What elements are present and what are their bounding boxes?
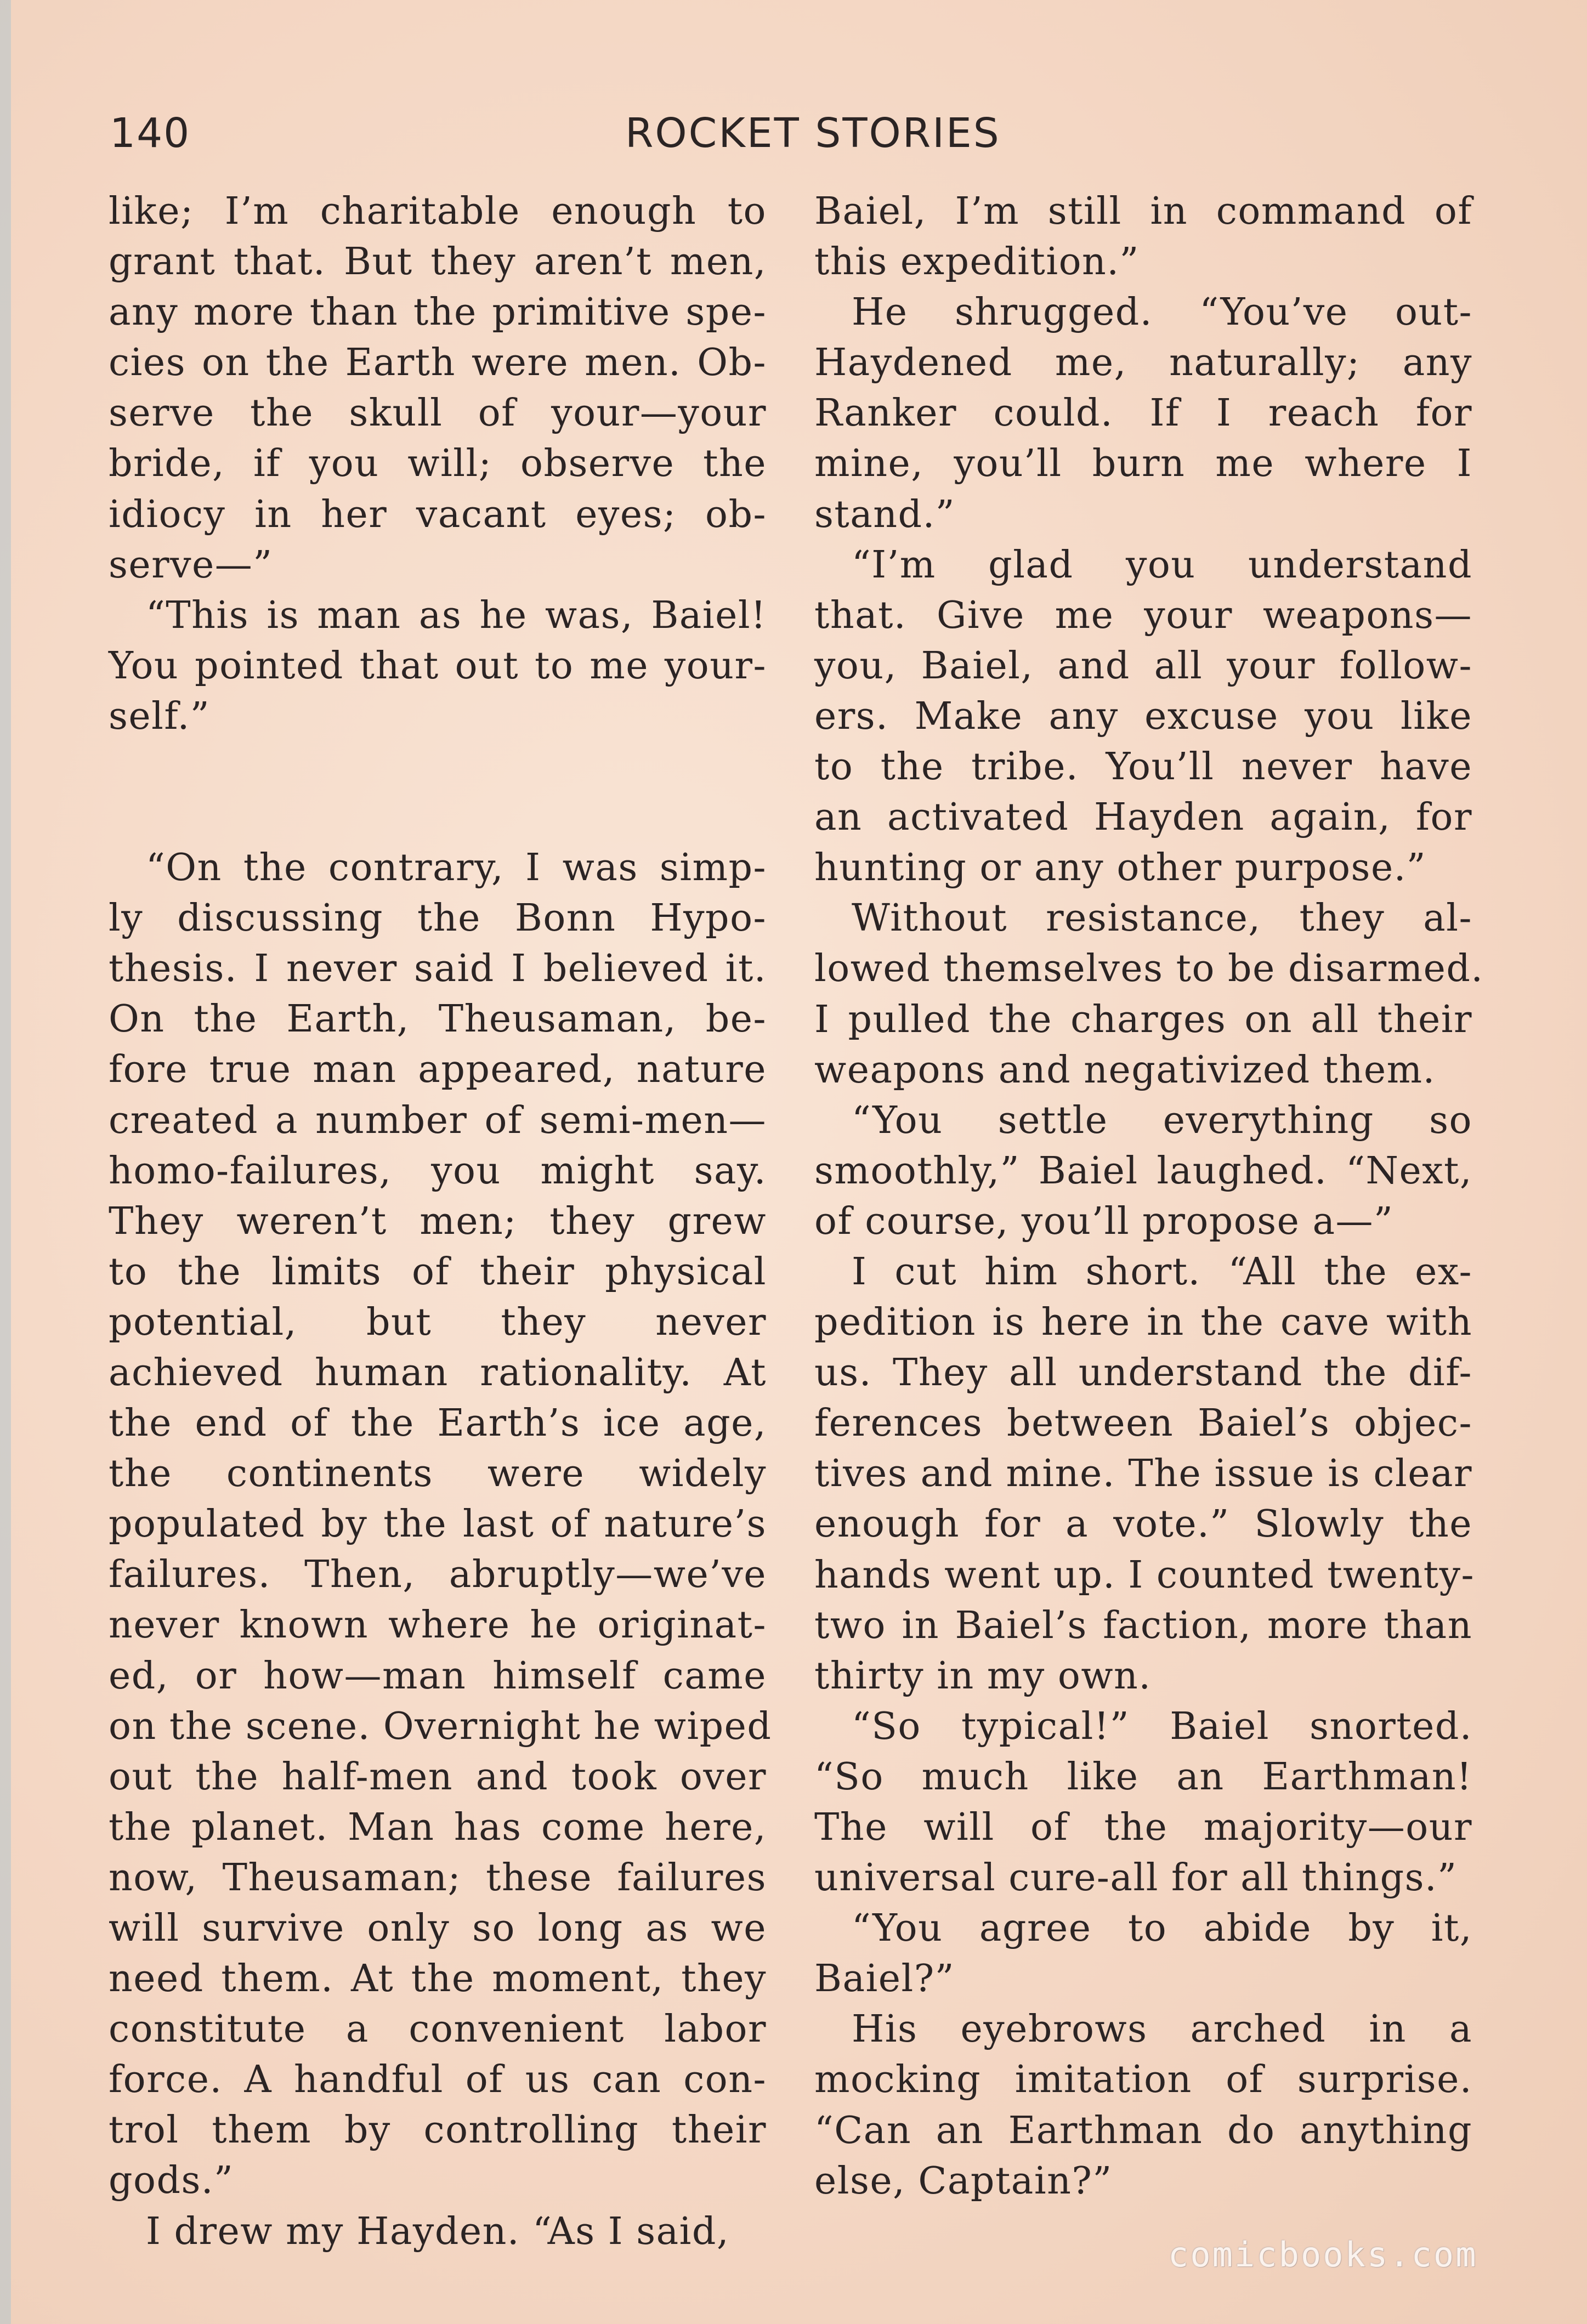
text-line: thesis. I never said I believed it. xyxy=(109,947,767,991)
text-line: Baiel, I’m still in command of xyxy=(814,190,1472,233)
text-line: mine, you’ll burn me where I xyxy=(814,442,1472,486)
text-line: out the half-men and took over xyxy=(109,1755,767,1799)
text-line: serve—” xyxy=(109,543,273,587)
text-line: “So much like an Earthman! xyxy=(814,1755,1472,1799)
text-line: They weren’t men; they grew xyxy=(109,1199,767,1243)
left-column xyxy=(109,186,772,2257)
text-line: bride, if you will; observe the xyxy=(109,442,767,486)
text-line: pedition is here in the cave with xyxy=(814,1301,1472,1345)
text-line: that. Give me your weapons— xyxy=(814,593,1472,637)
paragraph xyxy=(814,287,1472,540)
text-line: thirty in my own. xyxy=(814,1654,1152,1698)
text-line: an activated Hayden again, for xyxy=(814,796,1472,840)
running-head: ROCKET STORIES xyxy=(625,110,1001,157)
paragraph xyxy=(814,1702,1472,1903)
scan-edge xyxy=(0,0,11,2324)
text-line: mocking imitation of surprise. xyxy=(814,2058,1472,2102)
text-line: universal cure-all for all things.” xyxy=(814,1856,1458,1900)
paragraph xyxy=(814,2004,1472,2206)
text-line: tives and mine. The issue is clear xyxy=(814,1452,1472,1496)
text-line: of course, you’ll propose a—” xyxy=(814,1199,1394,1243)
paragraph xyxy=(109,186,767,591)
text-line: you, Baiel, and all your follow- xyxy=(814,644,1472,688)
text-line: “You agree to abide by it, xyxy=(852,1907,1472,1951)
text-line: serve the skull of your—your xyxy=(109,392,767,435)
text-line: The will of the majority—our xyxy=(814,1806,1472,1849)
section-break xyxy=(109,742,767,843)
text-line: ers. Make any excuse you like xyxy=(814,694,1472,738)
text-line: the planet. Man has come here, xyxy=(109,1805,767,1849)
paragraph xyxy=(814,893,1484,1095)
text-line: constitute a convenient labor xyxy=(109,2008,767,2051)
text-line: potential, but they never xyxy=(109,1300,767,1344)
text-line: cies on the Earth were men. Ob- xyxy=(109,341,767,385)
paragraph xyxy=(109,843,772,2207)
text-line: smoothly,” Baiel laughed. “Next, xyxy=(814,1149,1472,1193)
right-column xyxy=(814,186,1484,2207)
text-line: “You settle everything so xyxy=(852,1098,1472,1142)
text-line: any more than the primitive spe- xyxy=(109,291,767,335)
text-line: “So typical!” Baiel snorted. xyxy=(852,1704,1472,1748)
text-line: ly discussing the Bonn Hypo- xyxy=(109,897,767,940)
text-line: two in Baiel’s faction, more than xyxy=(814,1603,1472,1647)
text-line: gods.” xyxy=(109,2159,234,2203)
text-line: self.” xyxy=(109,694,211,738)
text-line: failures. Then, abruptly—we’ve xyxy=(109,1553,767,1597)
text-line: will survive only so long as we xyxy=(109,1907,767,1950)
paragraph xyxy=(109,591,767,742)
paragraph xyxy=(814,186,1472,287)
text-line: populated by the last of nature’s xyxy=(109,1503,767,1546)
text-line: to the limits of their physical xyxy=(109,1250,767,1294)
text-line: hands went up. I counted twenty- xyxy=(814,1553,1475,1597)
text-line: else, Captain?” xyxy=(814,2159,1113,2203)
text-line: stand.” xyxy=(814,492,955,536)
text-line: grant that. But they aren’t men, xyxy=(109,240,767,284)
text-line: created a number of semi-men— xyxy=(109,1098,767,1142)
text-line: on the scene. Overnight he wiped xyxy=(109,1704,772,1748)
text-line: “On the contrary, I was simp- xyxy=(146,846,767,890)
text-line: fore true man appeared, nature xyxy=(109,1048,767,1092)
text-line: Baiel?” xyxy=(814,1957,955,2001)
text-line: “Can an Earthman do anything xyxy=(814,2108,1472,2152)
text-line: ed, or how—man himself came xyxy=(109,1654,767,1698)
paragraph xyxy=(814,1247,1475,1702)
text-line: I drew my Hayden. “As I said, xyxy=(146,2209,730,2253)
text-line: force. A handful of us can con- xyxy=(109,2058,767,2102)
text-line: never known where he originat- xyxy=(109,1603,767,1647)
paragraph xyxy=(814,1096,1472,1247)
text-line: Without resistance, they al- xyxy=(852,897,1472,940)
text-line: “I’m glad you understand xyxy=(852,543,1472,587)
text-line: this expedition.” xyxy=(814,240,1140,284)
text-line: On the Earth, Theusaman, be- xyxy=(109,997,767,1041)
text-line: Ranker could. If I reach for xyxy=(814,392,1472,435)
text-line: homo-failures, you might say. xyxy=(109,1149,767,1193)
text-line: the end of the Earth’s ice age, xyxy=(109,1402,767,1446)
text-line: Haydened me, naturally; any xyxy=(814,341,1472,385)
text-line: us. They all understand the dif- xyxy=(814,1351,1472,1395)
text-line: hunting or any other purpose.” xyxy=(814,846,1427,890)
text-line: the continents were widely xyxy=(109,1452,767,1496)
text-line: “This is man as he was, Baiel! xyxy=(146,593,767,637)
text-line: He shrugged. “You’ve out- xyxy=(852,291,1472,335)
page-number: 140 xyxy=(110,110,191,157)
page-header xyxy=(110,110,1492,165)
text-line: trol them by controlling their xyxy=(109,2108,767,2152)
text-line: to the tribe. You’ll never have xyxy=(814,745,1472,789)
text-line: ferences between Baiel’s objec- xyxy=(814,1402,1472,1446)
text-line: like; I’m charitable enough to xyxy=(109,190,767,233)
paragraph xyxy=(814,1903,1472,2004)
text-line: achieved human rationality. At xyxy=(109,1351,767,1395)
text-line: need them. At the moment, they xyxy=(109,1957,767,2001)
paragraph xyxy=(814,540,1472,894)
text-line: now, Theusaman; these failures xyxy=(109,1856,767,1900)
watermark: comicbooks.com xyxy=(1168,2235,1478,2275)
text-line: His eyebrows arched in a xyxy=(852,2008,1472,2051)
text-line: weapons and negativized them. xyxy=(814,1048,1436,1092)
text-line: idiocy in her vacant eyes; ob- xyxy=(109,492,767,536)
text-line: lowed themselves to be disarmed. xyxy=(814,947,1484,991)
text-line: You pointed that out to me your- xyxy=(109,644,767,688)
text-line: I pulled the charges on all their xyxy=(814,997,1472,1041)
paragraph xyxy=(109,2207,767,2257)
text-line: I cut him short. “All the ex- xyxy=(852,1250,1472,1294)
text-line: enough for a vote.” Slowly the xyxy=(814,1503,1472,1546)
